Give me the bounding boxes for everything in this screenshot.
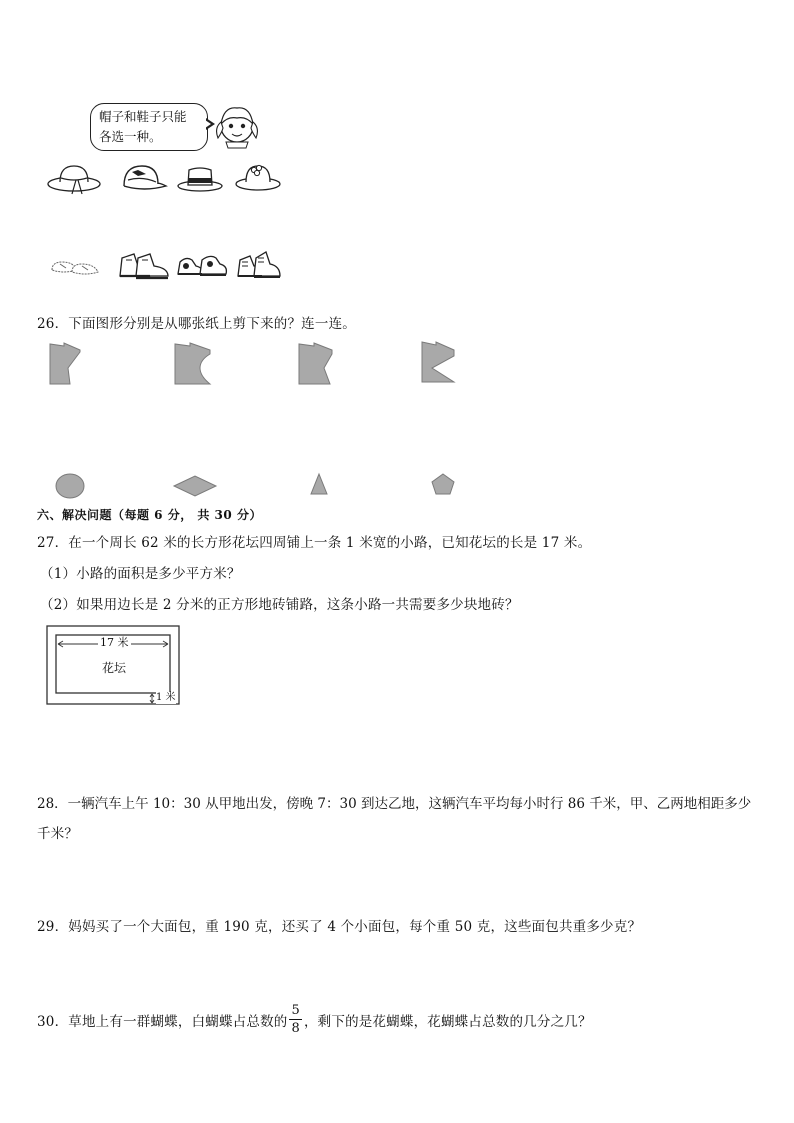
speech-line-2: 各选一种。 <box>99 129 162 144</box>
q28-line1: 28．一辆汽车上午 10：30 从甲地出发，傍晚 7：30 到达乙地，这辆汽车平均每小时行 86 千米，甲、乙两地相距多少 <box>37 796 752 812</box>
section-6-heading: 六、解决问题（每题 6 分， 共 30 分） <box>37 508 262 522</box>
boots-icon <box>116 248 172 282</box>
paper-shape-4 <box>418 338 458 384</box>
pentagon-shape <box>430 472 456 496</box>
q26-text: 26．下面图形分别是从哪张纸上剪下来的？连一连。 <box>37 316 356 332</box>
baseball-cap-icon <box>118 160 170 198</box>
q27-sub1: （1）小路的面积是多少平方米？ <box>40 566 241 582</box>
paper-shape-2 <box>172 340 214 386</box>
q30-fraction-numerator: 5 <box>291 1003 300 1018</box>
q30-after: ，剩下的是花蝴蝶，花蝴蝶占总数的几分之几？ <box>303 1013 592 1030</box>
flower-hat-icon <box>234 160 284 196</box>
paper-shape-1 <box>48 340 84 386</box>
q30-text <box>37 1004 592 1035</box>
q29-text: 29．妈妈买了一个大面包，重 190 克，还买了 4 个小面包，每个重 50 克，这些面包共重多少克？ <box>37 919 642 935</box>
q27-sub2: （2）如果用边长是 2 分米的正方形地砖铺路，这条小路一共需要多少块地砖？ <box>40 597 519 613</box>
path-width-label: 1 米 <box>156 692 176 703</box>
speech-bubble <box>90 103 208 151</box>
garden-length-label: 17 米 <box>100 636 129 649</box>
q30-fraction <box>289 1004 301 1035</box>
high-top-shoes-icon <box>234 248 284 282</box>
sun-hat-icon <box>46 160 106 198</box>
q30-before: 30．草地上有一群蝴蝶，白蝴蝶占总数的 <box>37 1013 288 1030</box>
speech-bubble-tail-inner <box>205 120 211 128</box>
sneakers-icon <box>174 248 230 280</box>
girl-icon <box>212 98 262 158</box>
garden-path-diagram <box>46 625 180 705</box>
q27-text: 27．在一个周长 62 米的长方形花坛四周铺上一条 1 米宽的小路，已知花坛的长是 17 米。 <box>37 535 592 551</box>
fedora-hat-icon <box>176 162 226 196</box>
paper-shape-3 <box>296 340 336 386</box>
garden-center-label: 花坛 <box>102 661 127 675</box>
q30-fraction-denominator: 8 <box>291 1021 300 1036</box>
sandals-icon <box>48 254 102 278</box>
circle-shape <box>54 472 86 500</box>
speech-line-1: 帽子和鞋子只能 <box>99 109 187 124</box>
triangle-shape <box>308 472 330 496</box>
q28-line2: 千米？ <box>37 826 79 842</box>
rhombus-shape <box>172 474 218 498</box>
